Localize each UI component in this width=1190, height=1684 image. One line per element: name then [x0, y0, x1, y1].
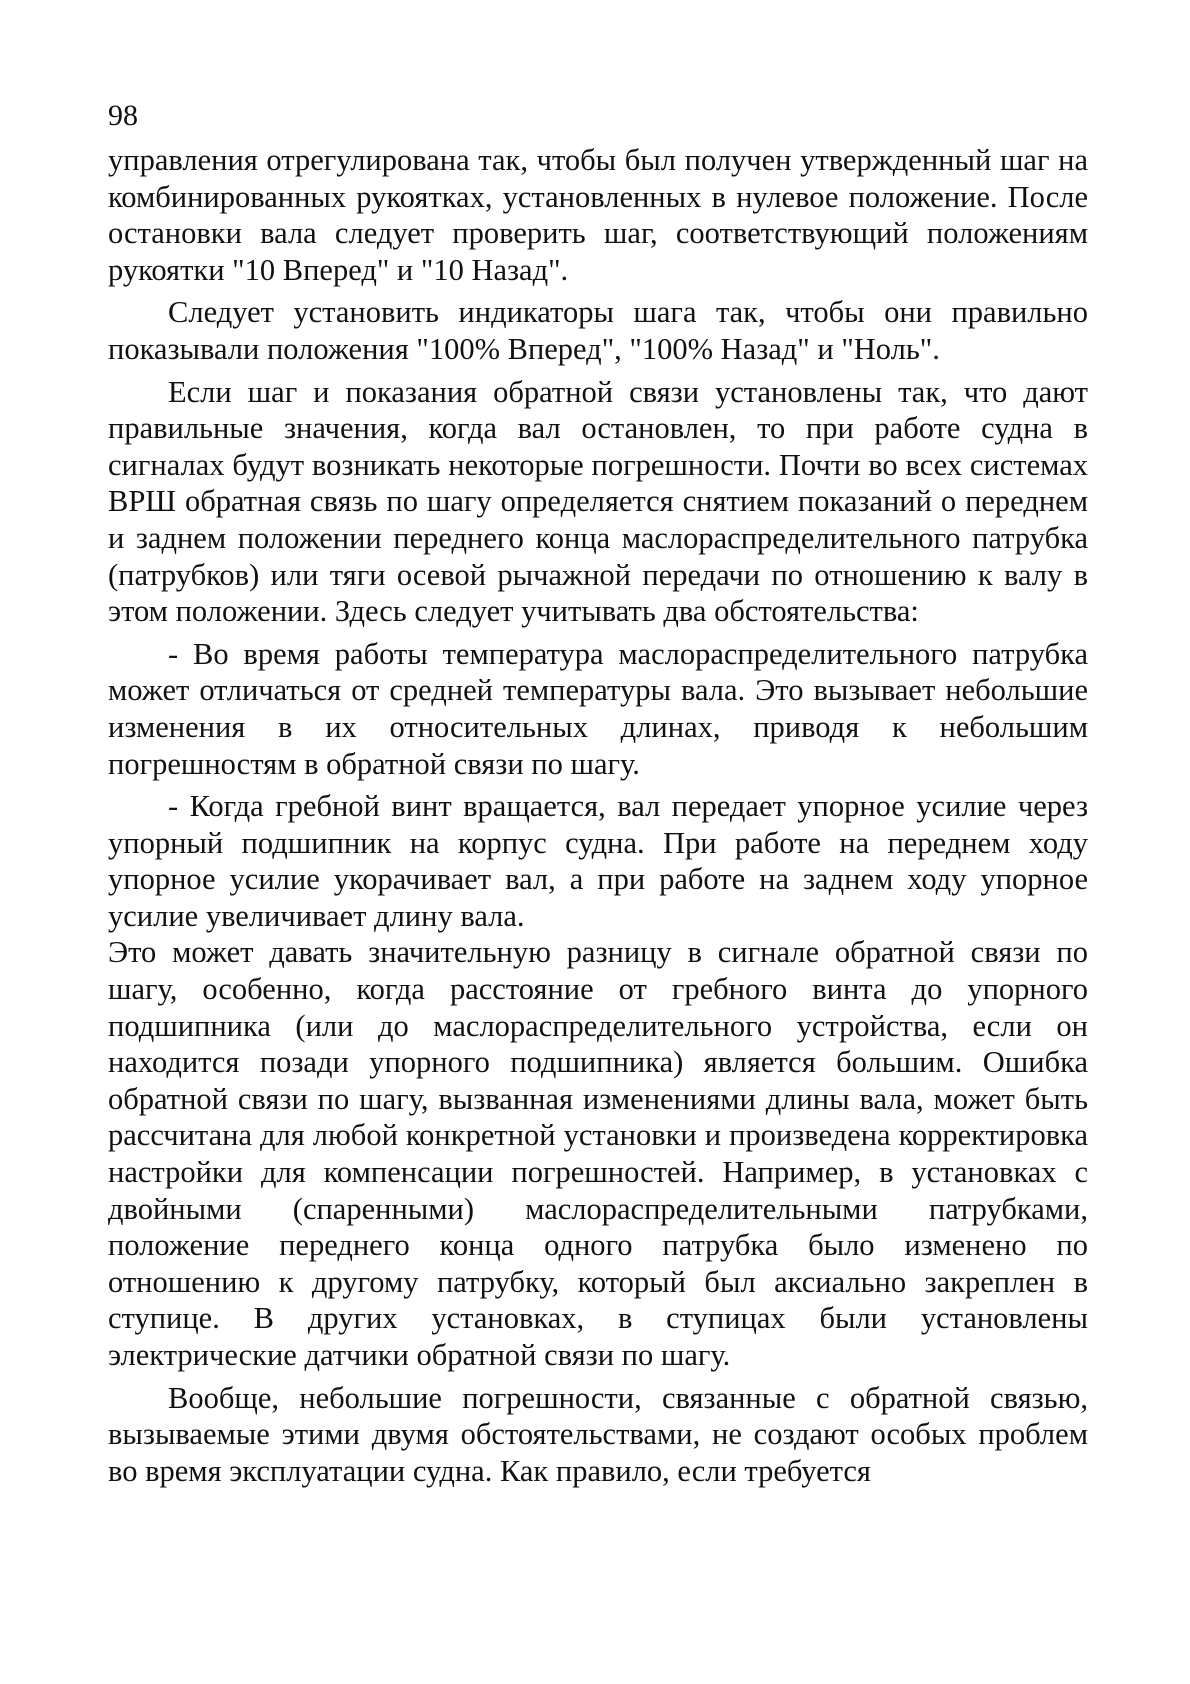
paragraph-indicators: Следует установить индикаторы шага так, чтобы они правильно показывали положения "100% Вперед", "100% Назад" и "Ноль". — [108, 295, 1088, 366]
paragraph-conclusion: Вообще, небольшие погрешности, связанные с обратной связью, вызываемые этими двумя обстоятельствами, не создают особых проблем во время эксплуатации судна. Как правило, если требуется — [108, 1380, 1088, 1488]
list-item-temperature: - Во время работы температура маслораспределительного патрубка может отличаться от средней температуры вала. Это вызывает небольшие изменения в их относительных длинах, приводя к небольшим погрешностям в обратной связи по шагу. — [108, 636, 1088, 781]
paragraph-continuation: управления отрегулирована так, чтобы был получен утвержденный шаг на комбинированных рукоятках, установленных в нулевое положение. После остановки вала следует проверить шаг, соответствующий положениям рукоятки "10 Вперед" и "10 Назад". — [108, 143, 1088, 287]
paragraph-compensation: Это может давать значительную разницу в сигнале обратной связи по шагу, особенно, когда расстояние от гребного винта до упорного подшипника (или до маслораспределительного устройства, если он находится позади упорного подшипника) является большим. Ошибка обратной связи по шагу, вызванная изменениями длины вала, может быть рассчитана для любой конкретной установки и произведена корректировка настройки для компенсации погрешностей. Например, в установках с двойными (спаренными) маслораспределительными патрубками, положение переднего конца одного патрубка было изменено по отношению к другому патрубку, который был аксиально закреплен в ступице. В других установках, в ступицах были установлены электрические датчики обратной связи по шагу. — [108, 935, 1088, 1372]
document-page — [108, 98, 1088, 1489]
list-item-thrust: - Когда гребной винт вращается, вал передает упорное усилие через упорный подшипник на корпус судна. При работе на переднем ходу упорное усилие укорачивает вал, а при работе на заднем ходу упорное усилие увеличивает длину вала. — [108, 789, 1088, 933]
paragraph-feedback-errors: Если шаг и показания обратной связи установлены так, что дают правильные значения, когда вал остановлен, то при работе судна в сигналах будут возникать некоторые погрешности. Почти во всех системах ВРШ обратная связь по шагу определяется снятием показаний о переднем и заднем положении переднего конца маслораспределительного патрубка (патрубков) или тяги осевой рычажной передачи по отношению к валу в этом положении. Здесь следует учитывать два обстоятельства: — [108, 374, 1088, 629]
page-number: 98 — [108, 99, 138, 132]
